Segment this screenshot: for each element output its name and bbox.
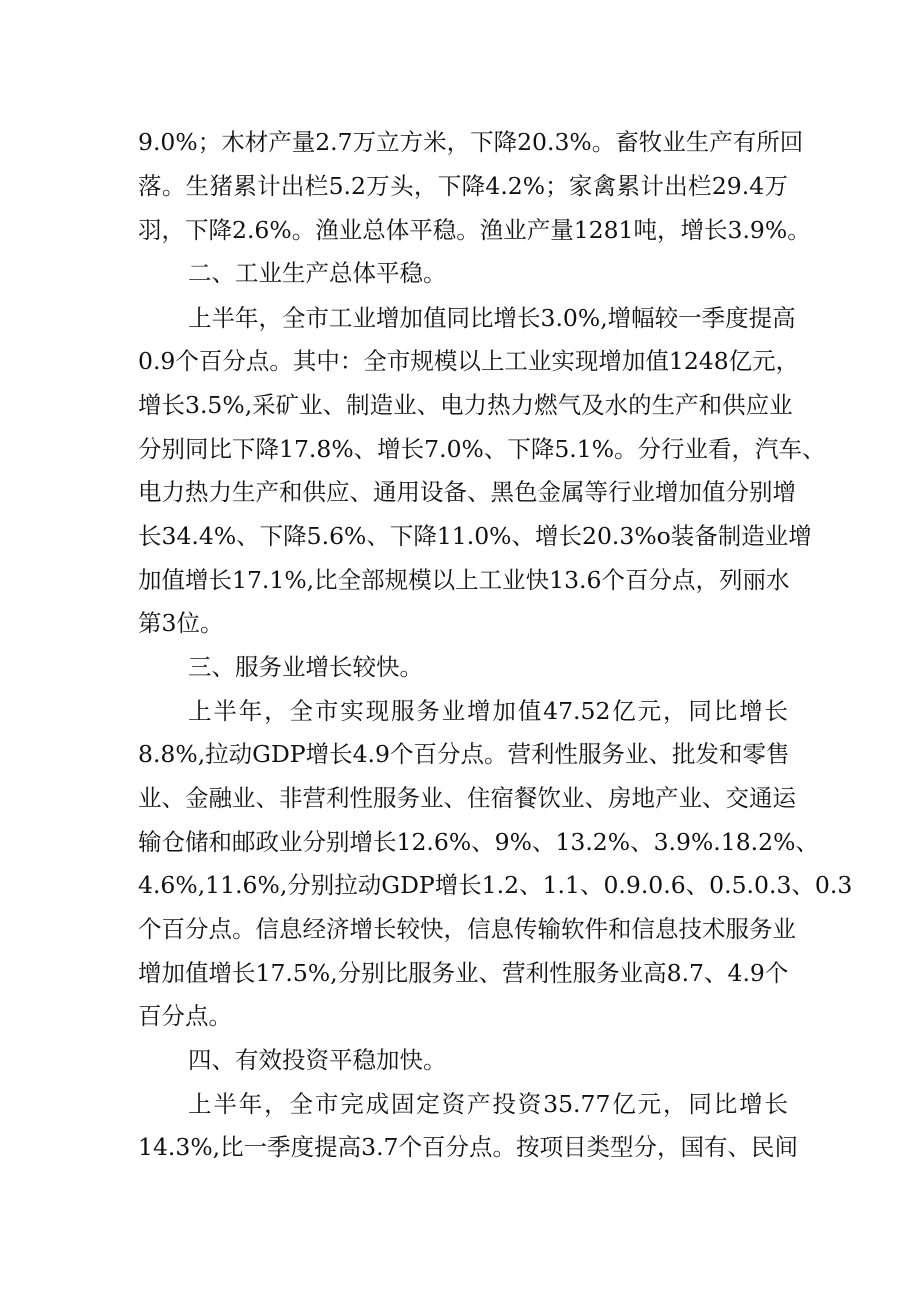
paragraph-line: 上半年，全市实现服务业增加值47.52亿元，同比增长 bbox=[188, 697, 788, 725]
section-heading: 三、服务业增长较快。 bbox=[188, 653, 423, 681]
paragraph-line: 羽，下降2.6%。渔业总体平稳。渔业产量1281吨，增长3.9%。 bbox=[138, 216, 811, 244]
paragraph-line: 分别同比下降17.8%、增长7.0%、下降5.1%。分行业看，汽车、 bbox=[138, 435, 826, 463]
paragraph-line: 加值增长17.1%,比全部规模以上工业快13.6个百分点，列丽水 bbox=[138, 566, 790, 594]
paragraph-line: 电力热力生产和供应、通用设备、黑色金属等行业增加值分别增 bbox=[138, 478, 796, 506]
paragraph-line: 落。生猪累计出栏5.2万头，下降4.2%；家禽累计出栏29.4万 bbox=[138, 172, 788, 200]
paragraph-line: 9.0%；木材产量2.7万立方米，下降20.3%。畜牧业生产有所回 bbox=[138, 128, 804, 156]
section-heading: 二、工业生产总体平稳。 bbox=[188, 259, 447, 287]
paragraph-line: 输仓储和邮政业分别增长12.6%、9%、13.2%、3.9%.18.2%、 bbox=[138, 828, 819, 856]
paragraph-line: 个百分点。信息经济增长较快，信息传输软件和信息技术服务业 bbox=[138, 915, 796, 943]
paragraph-line: 上半年，全市工业增加值同比增长3.0%,增幅较一季度提高 bbox=[188, 304, 796, 332]
section-heading: 四、有效投资平稳加快。 bbox=[188, 1046, 447, 1074]
paragraph-line: 第3位。 bbox=[138, 609, 224, 637]
paragraph-line: 增长3.5%,采矿业、制造业、电力热力燃气及水的生产和供应业 bbox=[138, 391, 793, 419]
paragraph-line: 4.6%,11.6%,分别拉动GDP增长1.2、1.1、0.9.0.6、0.5.0.3、0.3 bbox=[138, 871, 853, 899]
paragraph-line: 百分点。 bbox=[138, 1002, 232, 1030]
paragraph-line: 0.9个百分点。其中：全市规模以上工业实现增加值1248亿元， bbox=[138, 347, 800, 375]
paragraph-line: 14.3%,比一季度提高3.7个百分点。按项目类型分，国有、民间 bbox=[138, 1133, 798, 1161]
paragraph-line: 业、金融业、非营利性服务业、住宿餐饮业、房地产业、交通运 bbox=[138, 784, 796, 812]
paragraph-line: 上半年，全市完成固定资产投资35.77亿元，同比增长 bbox=[188, 1090, 788, 1118]
paragraph-line: 8.8%,拉动GDP增长4.9个百分点。营利性服务业、批发和零售 bbox=[138, 740, 790, 768]
paragraph-line: 增加值增长17.5%,分别比服务业、营利性服务业高8.7、4.9个 bbox=[138, 959, 789, 987]
paragraph-line: 长34.4%、下降5.6%、下降11.0%、增长20.3%o装备制造业增 bbox=[138, 522, 812, 550]
